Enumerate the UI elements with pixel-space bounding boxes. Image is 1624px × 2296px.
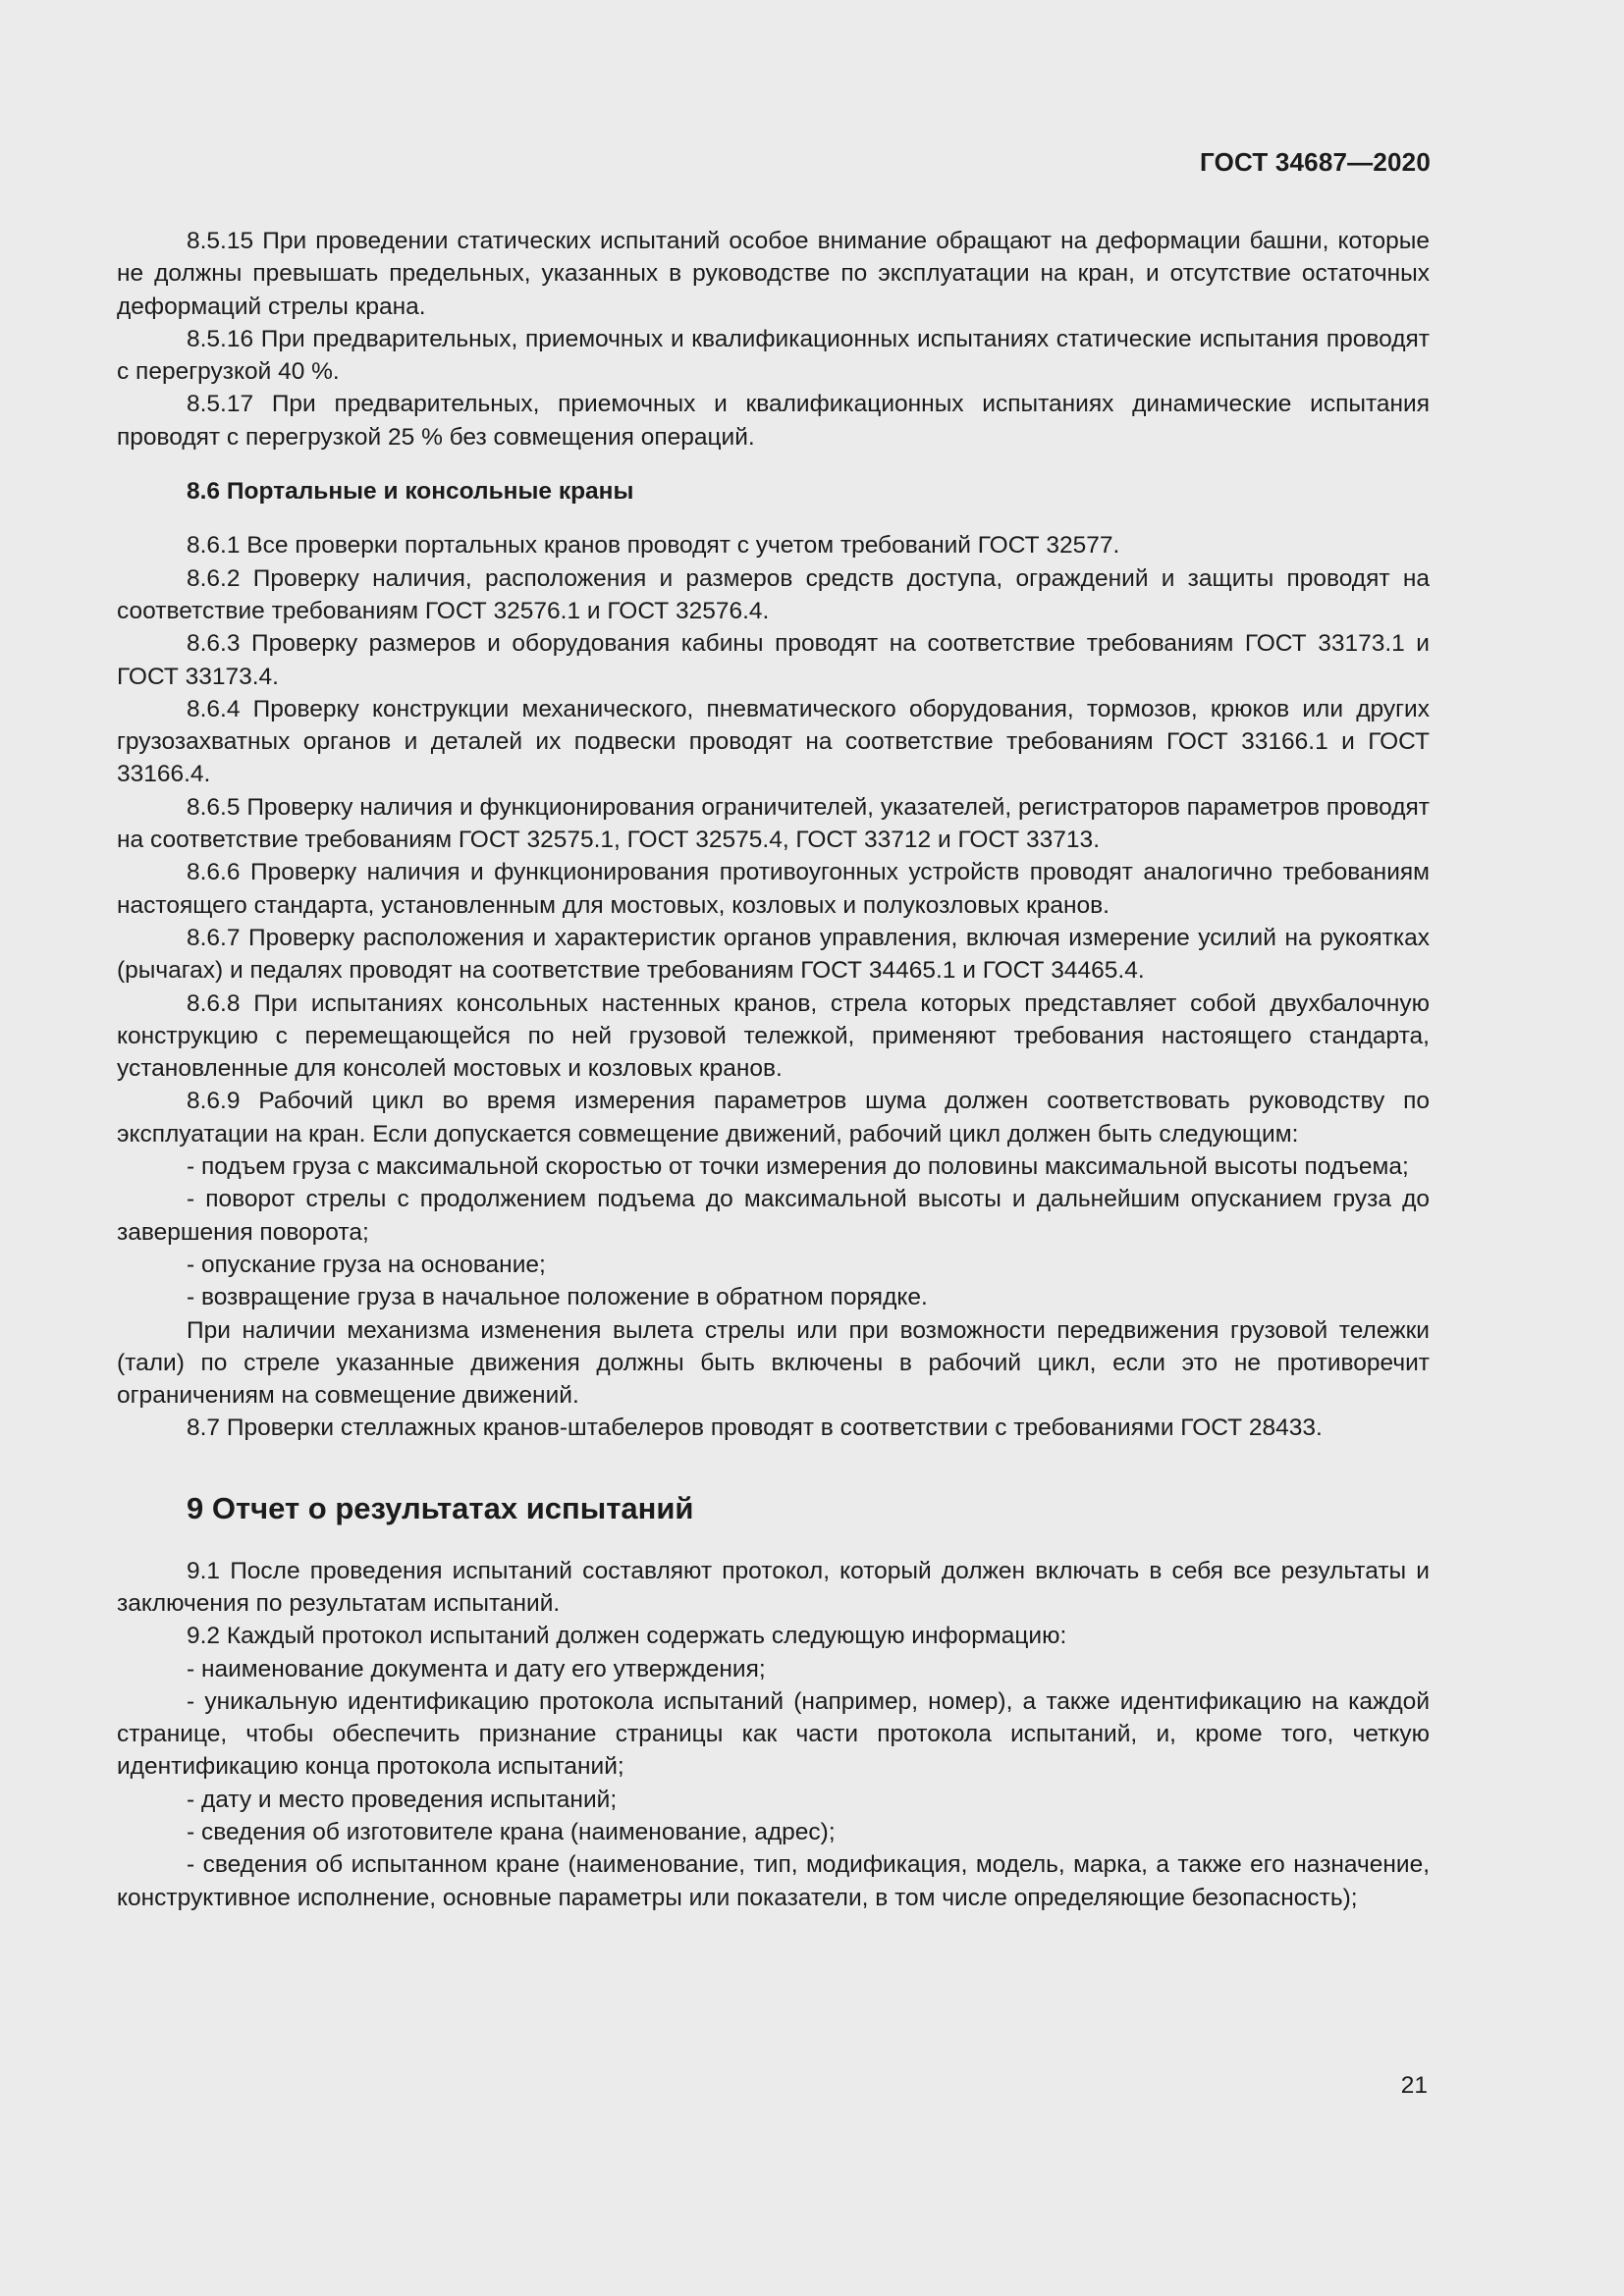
- list-item: - сведения об изготовителе крана (наименование, адрес);: [187, 1819, 836, 1846]
- list-item: - наименование документа и дату его утверждения;: [187, 1655, 766, 1682]
- list-item: - подъем груза с максимальной скоростью от точки измерения до половины максимальной высоты подъема;: [187, 1153, 1409, 1181]
- paragraph-8-6-4: 8.6.4 Проверку конструкции механического, пневматического оборудования, тормозов, крюков или других грузозахватных органов и деталей их подвески проводят на соответствие требованиям ГОСТ 33166.1 и ГОСТ 33166.4.: [117, 695, 1430, 788]
- paragraph-8-5-16: 8.5.16 При предварительных, приемочных и квалификационных испытаниях статические испытания проводят с перегрузкой 40 %.: [117, 325, 1430, 386]
- paragraph-8-7: 8.7 Проверки стеллажных кранов-штабелеров проводят в соответствии с требованиями ГОСТ 28433.: [187, 1415, 1323, 1442]
- paragraph-8-6-9-note: При наличии механизма изменения вылета стрелы или при возможности передвижения грузовой тележки (тали) по стреле указанные движения должны быть включены в рабочий цикл, если это не противоречит ограничениям на совмещение движений.: [117, 1316, 1430, 1410]
- paragraph-9-2: 9.2 Каждый протокол испытаний должен содержать следующую информацию:: [187, 1623, 1067, 1650]
- paragraph-8-6-8: 8.6.8 При испытаниях консольных настенных кранов, стрела которых представляет собой двухбалочную конструкцию с перемещающейся по ней грузовой тележкой, применяют требования настоящего стандарта, установленные для консолей мостовых и козловых кранов.: [117, 989, 1430, 1083]
- list-item: - уникальную идентификацию протокола испытаний (например, номер), а также идентификацию на каждой странице, чтобы обеспечить признание страницы как части протокола испытаний, и, кроме того, четкую идентификацию конца протокола испытаний;: [117, 1687, 1430, 1781]
- paragraph-8-6-7: 8.6.7 Проверку расположения и характеристик органов управления, включая измерение усилий на рукоятках (рычагах) и педалях проводят на соответствие требованиям ГОСТ 34465.1 и ГОСТ 34465.4.: [117, 924, 1430, 985]
- list-item: - сведения об испытанном кране (наименование, тип, модификация, модель, марка, а также его назначение, конструктивное исполнение, основные параметры или показатели, в том числе определяющие безопасность);: [117, 1851, 1430, 1911]
- paragraph-8-6-5: 8.6.5 Проверку наличия и функционирования ограничителей, указателей, регистраторов параметров проводят на соответствие требованиям ГОСТ 32575.1, ГОСТ 32575.4, ГОСТ 33712 и ГОСТ 33713.: [117, 793, 1430, 854]
- paragraph-8-6-2: 8.6.2 Проверку наличия, расположения и размеров средств доступа, ограждений и защиты проводят на соответствие требованиям ГОСТ 32576.1 и ГОСТ 32576.4.: [117, 564, 1430, 624]
- paragraph-8-6-1: 8.6.1 Все проверки портальных кранов проводят с учетом требований ГОСТ 32577.: [187, 532, 1120, 560]
- page-number: 21: [1400, 2072, 1428, 2099]
- paragraph-8-6-6: 8.6.6 Проверку наличия и функционирования противоугонных устройств проводят аналогично требованиям настоящего стандарта, установленным для мостовых, козловых и полукозловых кранов.: [117, 859, 1430, 919]
- section-heading-8-6: 8.6 Портальные и консольные краны: [187, 478, 634, 506]
- paragraph-8-6-3: 8.6.3 Проверку размеров и оборудования кабины проводят на соответствие требованиям ГОСТ 33173.1 и ГОСТ 33173.4.: [117, 630, 1430, 690]
- list-item: - опускание груза на основание;: [187, 1251, 546, 1278]
- list-item: - поворот стрелы с продолжением подъема до максимальной высоты и дальнейшим опусканием груза до завершения поворота;: [117, 1186, 1430, 1246]
- paragraph-9-1: 9.1 После проведения испытаний составляют протокол, который должен включать в себя все результаты и заключения по результатам испытаний.: [117, 1557, 1430, 1617]
- paragraph-8-5-17: 8.5.17 При предварительных, приемочных и квалификационных испытаниях динамические испытания проводят с перегрузкой 25 % без совмещения операций.: [117, 391, 1430, 451]
- list-item: - возвращение груза в начальное положение в обратном порядке.: [187, 1284, 928, 1311]
- page-content: [117, 225, 1430, 1914]
- list-item: - дату и место проведения испытаний;: [187, 1786, 618, 1813]
- document-code-header: ГОСТ 34687—2020: [1200, 147, 1431, 177]
- section-heading-9: 9 Отчет о результатах испытаний: [187, 1490, 694, 1525]
- paragraph-8-5-15: 8.5.15 При проведении статических испытаний особое внимание обращают на деформации башни, которые не должны превышать предельных, указанных в руководстве по эксплуатации на кран, и отсутствие остаточных деформаций стрелы крана.: [117, 228, 1430, 320]
- paragraph-8-6-9: 8.6.9 Рабочий цикл во время измерения параметров шума должен соответствовать руководству по эксплуатации на кран. Если допускается совмещение движений, рабочий цикл должен быть следующим:: [117, 1088, 1430, 1148]
